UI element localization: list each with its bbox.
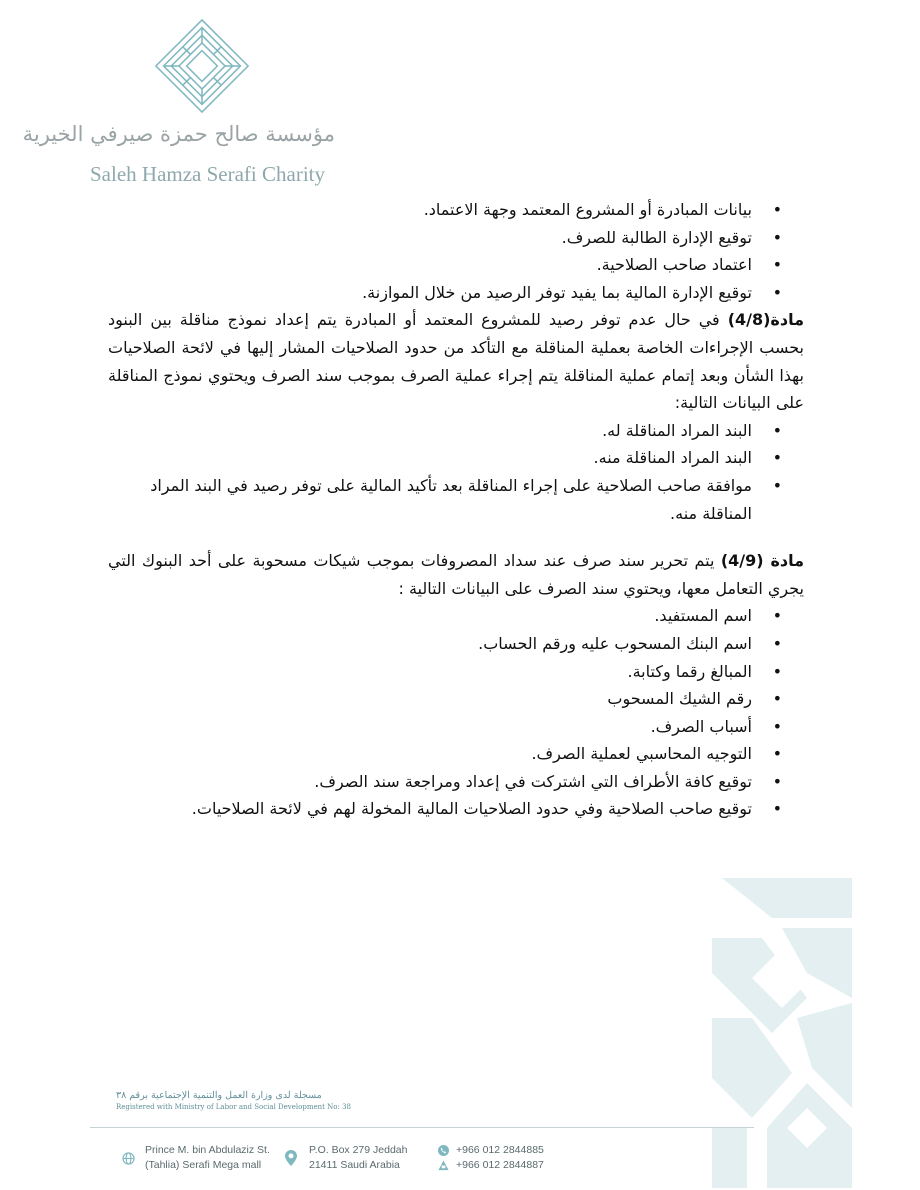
- article-4-9-label: مادة (4/9): [720, 551, 805, 571]
- article-4-8-text: في حال عدم توفر رصيد للمشروع المعتمد أو المبادرة يتم إعداد نموذج مناقلة بين البنود بحسب الإجراءات الخاصة بعملية المناقلة مع التأكد من حدود الصلاحيات المشار إليها في لائحة الصلاحيات بهذا الشأن وبعد إتمام عملية المناقلة يتم إجراء عملية الصرف بموجب سند الصرف ويحتوي نموذج المناقلة على البيانات التالية:: [108, 310, 804, 413]
- list-item: • بيانات المبادرة أو المشروع المعتمد وجهة الاعتماد.: [108, 196, 752, 224]
- list-item: • اسم البنك المسحوب عليه ورقم الحساب.: [108, 630, 752, 658]
- registration-note: [116, 1090, 416, 1111]
- document-body: [108, 196, 804, 823]
- list-item: • توقيع صاحب الصلاحية وفي حدود الصلاحيات المالية المخولة لهم في لائحة الصلاحيات.: [108, 795, 752, 823]
- article-4-9-paragraph: [108, 547, 804, 602]
- top-bullet-list: [108, 196, 804, 306]
- fax-number: +966 012 2844887: [456, 1159, 544, 1171]
- phone-number: +966 012 2844885: [456, 1144, 544, 1156]
- list-item: • اسم المستفيد.: [108, 602, 752, 630]
- pobox-line-1: P.O. Box 279 Jeddah: [309, 1144, 408, 1156]
- list-item: • المبالغ رقما وكتابة.: [108, 658, 752, 686]
- list-item: • رقم الشيك المسحوب: [108, 685, 752, 713]
- article-4-8-label: مادة(4/8): [727, 310, 804, 330]
- logo-english-name: Saleh Hamza Serafi Charity: [90, 162, 325, 186]
- registration-arabic: مسجلة لدى وزارة العمل والتنمية الإجتماعية برقم ٣٨: [116, 1090, 322, 1101]
- registration-english: Registered with Ministry of Labor and Social Development No: 38: [116, 1103, 351, 1111]
- article-4-9-bullet-list: [108, 602, 804, 823]
- article-4-8-bullet-list: [108, 417, 804, 527]
- section-spacer: [108, 527, 804, 547]
- fax-icon: [438, 1160, 449, 1171]
- list-item: • توقيع كافة الأطراف التي اشتركت في إعداد ومراجعة سند الصرف.: [108, 768, 752, 796]
- footer-contact: [118, 1143, 718, 1177]
- list-item: • موافقة صاحب الصلاحية على إجراء المناقلة بعد تأكيد المالية على توفر رصيد في البند المراد المناقلة منه.: [108, 472, 752, 527]
- article-4-9-text: يتم تحرير سند صرف عند سداد المصروفات بموجب شيكات مسحوبة على أحد البنوك التي يجري التعامل معها، ويحتوي سند الصرف على البيانات التالية :: [108, 551, 804, 598]
- list-item: • البند المراد المناقلة له.: [108, 417, 752, 445]
- logo-mark-icon: [154, 18, 250, 114]
- pobox-line-2: 21411 Saudi Arabia: [309, 1159, 400, 1171]
- background-pattern-icon: [712, 878, 852, 1188]
- globe-icon: [122, 1152, 135, 1165]
- footer-divider: [90, 1127, 754, 1128]
- charity-logo: [22, 14, 340, 186]
- address-line-2: (Tahlia) Serafi Mega mall: [145, 1159, 262, 1171]
- list-item: • أسباب الصرف.: [108, 713, 752, 741]
- list-item: • البند المراد المناقلة منه.: [108, 444, 752, 472]
- logo-arabic-name: مؤسسة صالح حمزة صيرفي الخيرية: [22, 122, 335, 146]
- list-item: • اعتماد صاحب الصلاحية.: [108, 251, 752, 279]
- list-item: • توقيع الإدارة الطالبة للصرف.: [108, 224, 752, 252]
- phone-icon: [438, 1145, 449, 1156]
- article-4-8-paragraph: [108, 306, 804, 416]
- location-pin-icon: [285, 1150, 297, 1166]
- address-line-1: Prince M. bin Abdulaziz St.: [145, 1144, 270, 1156]
- list-item: • التوجيه المحاسبي لعملية الصرف.: [108, 740, 752, 768]
- list-item: • توقيع الإدارة المالية بما يفيد توفر الرصيد من خلال الموازنة.: [108, 279, 752, 307]
